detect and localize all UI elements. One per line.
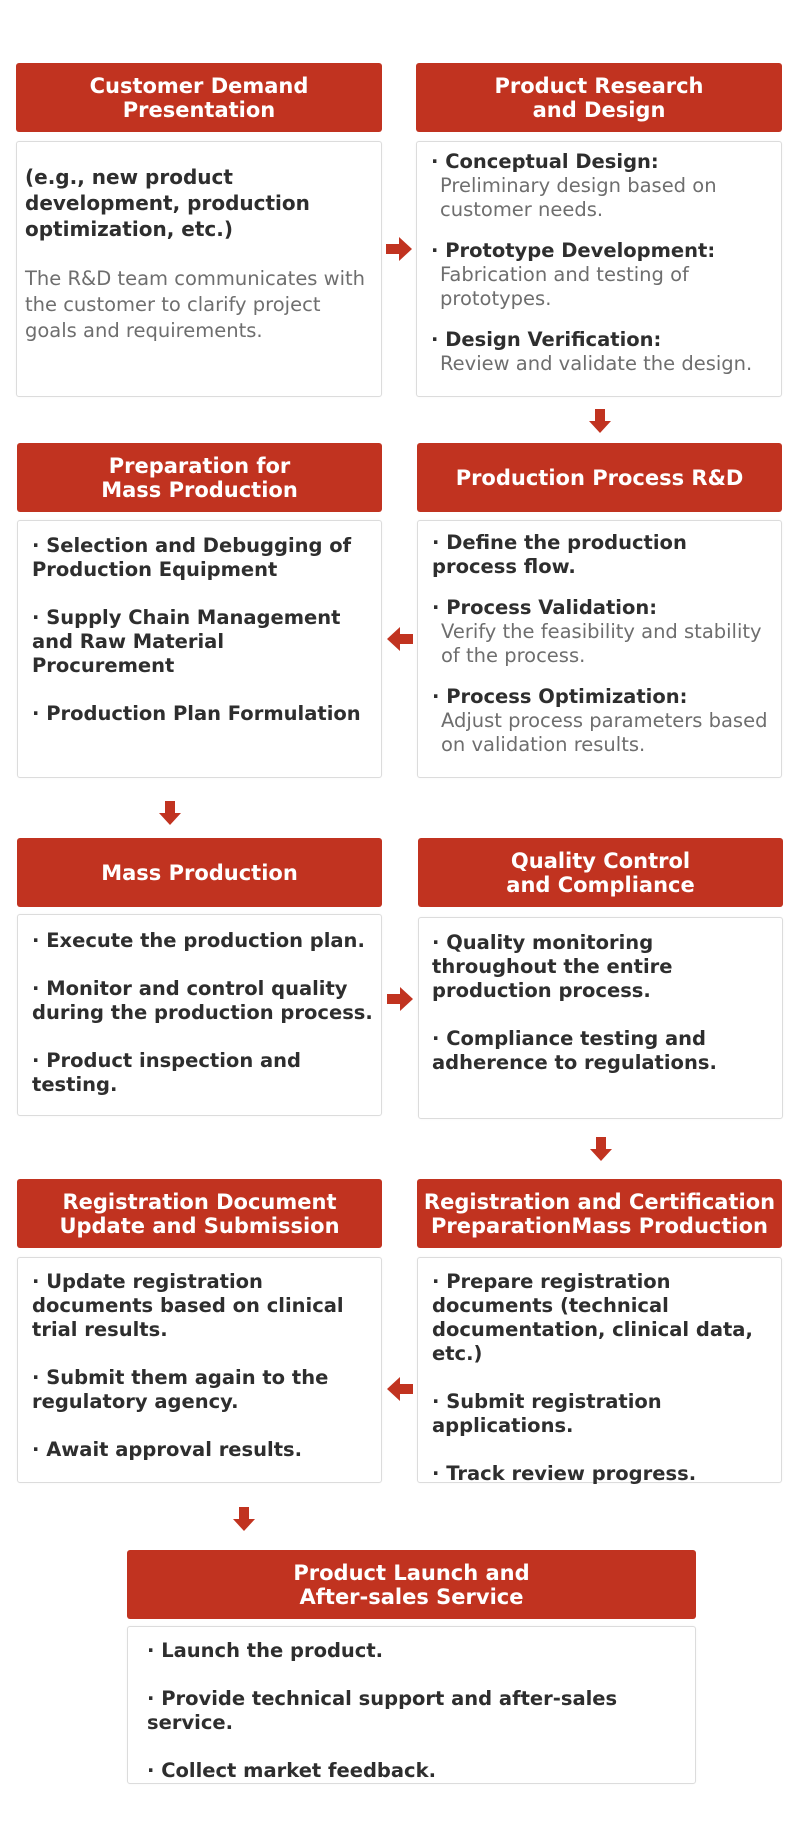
registration-update-header: Registration Document Update and Submission	[17, 1179, 382, 1248]
customer-demand-description: The R&D team communicates with the customer to clarify project goals and requirements.	[25, 267, 366, 342]
customer-demand-subtitle: (e.g., new product development, production optimization, etc.)	[25, 165, 310, 241]
mass-production-item	[32, 977, 373, 1025]
mass-production-item	[32, 929, 373, 953]
item-title: · Submit them again to the regulatory agency.	[32, 1366, 329, 1413]
arrow-left-icon	[387, 1377, 413, 1401]
preparation-item	[32, 534, 373, 582]
item-title: · Execute the production plan.	[32, 929, 365, 952]
arrow-left-icon	[387, 627, 413, 651]
product-research-header: Product Research and Design	[416, 63, 782, 132]
item-title: · Quality monitoring throughout the entire production process.	[432, 931, 673, 1002]
item-title: · Collect market feedback.	[147, 1759, 436, 1782]
preparation-item	[32, 606, 373, 678]
item-title: · Prototype Development:	[431, 239, 716, 262]
item-title: · Update registration documents based on clinical trial results.	[32, 1270, 344, 1341]
arrow-down-icon	[159, 801, 181, 825]
quality-control-item	[432, 1027, 774, 1075]
production-process-card	[417, 520, 782, 778]
production-process-item	[432, 685, 773, 757]
launch-item	[147, 1687, 687, 1735]
mass-production-card	[17, 914, 382, 1116]
arrow-down-icon	[589, 409, 611, 433]
registration-cert-item	[432, 1462, 773, 1486]
arrow-right-icon	[387, 987, 413, 1011]
quality-control-header: Quality Control and Compliance	[418, 838, 783, 907]
arrow-right-icon	[386, 237, 412, 261]
preparation-card	[17, 520, 382, 778]
launch-item	[147, 1639, 687, 1663]
item-title: · Process Optimization:	[432, 685, 688, 708]
item-title: · Production Plan Formulation	[32, 702, 361, 725]
registration-cert-item	[432, 1270, 773, 1366]
customer-demand-card	[16, 141, 382, 397]
registration-update-item	[32, 1270, 373, 1342]
quality-control-item	[432, 931, 774, 1003]
item-title: · Provide technical support and after-sales service.	[147, 1687, 618, 1734]
item-title: · Launch the product.	[147, 1639, 384, 1662]
production-process-item	[432, 531, 773, 579]
item-description: Preliminary design based on customer needs.	[440, 174, 717, 221]
item-title: · Selection and Debugging of Production Equipment	[32, 534, 352, 581]
item-title: · Monitor and control quality during the production process.	[32, 977, 373, 1024]
item-title: · Prepare registration documents (technical documentation, clinical data, etc.)	[432, 1270, 753, 1365]
arrow-down-icon	[590, 1137, 612, 1161]
launch-item	[147, 1759, 687, 1783]
quality-control-card	[418, 917, 783, 1119]
mass-production-header: Mass Production	[17, 838, 382, 907]
registration-cert-item	[432, 1390, 773, 1438]
item-title: · Submit registration applications.	[432, 1390, 662, 1437]
item-title: · Product inspection and testing.	[32, 1049, 302, 1096]
production-process-header: Production Process R&D	[417, 443, 782, 512]
item-description: Adjust process parameters based on validation results.	[441, 709, 768, 756]
item-title: · Define the production process flow.	[432, 531, 687, 578]
production-process-item	[432, 596, 773, 668]
preparation-header: Preparation for Mass Production	[17, 443, 382, 512]
item-title: · Conceptual Design:	[431, 150, 659, 173]
arrow-down-icon	[233, 1507, 255, 1531]
product-research-item	[431, 328, 773, 376]
registration-cert-card	[417, 1257, 782, 1483]
item-title: · Await approval results.	[32, 1438, 303, 1461]
item-title: · Design Verification:	[431, 328, 662, 351]
launch-card	[127, 1626, 696, 1784]
product-research-item	[431, 239, 773, 311]
product-research-card	[416, 141, 782, 397]
preparation-item	[32, 702, 373, 726]
item-title: · Compliance testing and adherence to regulations.	[432, 1027, 717, 1074]
registration-update-item	[32, 1438, 373, 1462]
item-description: Fabrication and testing of prototypes.	[440, 263, 689, 310]
product-research-item	[431, 150, 773, 222]
registration-cert-header: Registration and Certification PreparationMass Production	[417, 1179, 782, 1248]
mass-production-item	[32, 1049, 373, 1097]
registration-update-item	[32, 1366, 373, 1414]
item-description: Verify the feasibility and stability of the process.	[441, 620, 762, 667]
launch-header: Product Launch and After-sales Service	[127, 1550, 696, 1619]
item-description: Review and validate the design.	[440, 352, 753, 375]
item-title: · Process Validation:	[432, 596, 658, 619]
item-title: · Supply Chain Management and Raw Material Procurement	[32, 606, 341, 677]
item-title: · Track review progress.	[432, 1462, 697, 1485]
registration-update-card	[17, 1257, 382, 1483]
customer-demand-header: Customer Demand Presentation	[16, 63, 382, 132]
